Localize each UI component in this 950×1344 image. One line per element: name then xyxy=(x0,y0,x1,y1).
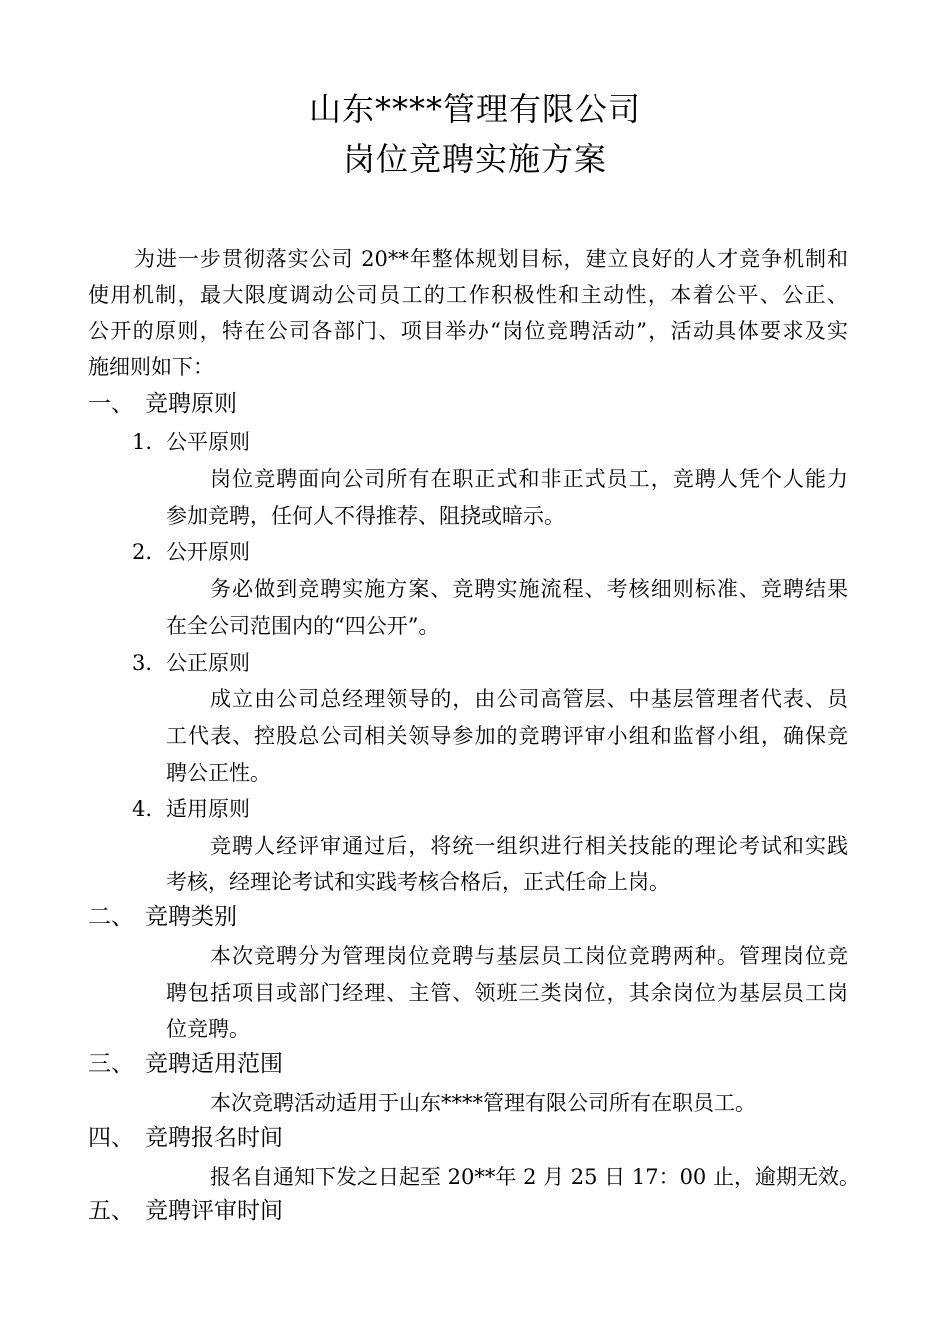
subsection-title: 公开原则 xyxy=(166,540,250,564)
subsection-heading xyxy=(132,534,250,570)
section-heading xyxy=(88,1193,283,1229)
paragraph-line: 报名自通知下发之日起至 20**年 2 月 25 日 17：00 止，逾期无效。 xyxy=(210,1165,860,1189)
paragraph-line: 聘包括项目或部门经理、主管、领班三类岗位，其余岗位为基层员工岗 xyxy=(166,981,848,1005)
document-title: 岗位竞聘实施方案 xyxy=(342,140,607,178)
section-number: 一、 xyxy=(88,391,134,417)
paragraph-line: 岗位竞聘面向公司所有在职正式和非正式员工，竞聘人凭个人能力 xyxy=(210,467,848,491)
paragraph-line: 位竞聘。 xyxy=(166,1017,250,1041)
intro-line: 使用机制，最大限度调动公司员工的工作积极性和主动性，本着公平、公正、 xyxy=(88,283,848,307)
section-heading xyxy=(88,1120,283,1156)
paragraph-line: 参加竞聘，任何人不得推荐、阻挠或暗示。 xyxy=(166,504,565,528)
paragraph-line: 聘公正性。 xyxy=(166,761,271,785)
subsection-title: 适用原则 xyxy=(166,797,250,821)
intro-line: 公开的原则，特在公司各部门、项目举办“岗位竞聘活动”，活动具体要求及实 xyxy=(88,319,848,343)
section-heading xyxy=(88,1046,283,1082)
section-title: 竞聘类别 xyxy=(145,904,237,930)
section-number: 四、 xyxy=(88,1125,134,1151)
paragraph-line: 考核，经理论考试和实践考核合格后，正式任命上岗。 xyxy=(166,870,670,894)
subsection-heading xyxy=(132,424,250,460)
subsection-heading xyxy=(132,791,250,827)
paragraph-line: 在全公司范围内的“四公开”。 xyxy=(166,614,440,638)
section-title: 竞聘报名时间 xyxy=(145,1125,283,1151)
intro-line: 施细则如下： xyxy=(88,355,214,379)
section-title: 竞聘原则 xyxy=(145,391,237,417)
subsection-title: 公正原则 xyxy=(166,651,250,675)
section-heading xyxy=(88,899,237,935)
paragraph-line: 务必做到竞聘实施方案、竞聘实施流程、考核细则标准、竞聘结果 xyxy=(210,577,848,601)
section-number: 二、 xyxy=(88,904,134,930)
section-title: 竞聘适用范围 xyxy=(145,1051,283,1077)
subsection-number: 3. xyxy=(132,651,153,675)
section-number: 五、 xyxy=(88,1198,134,1224)
paragraph-line: 成立由公司总经理领导的，由公司高管层、中基层管理者代表、员 xyxy=(210,687,848,711)
paragraph-line: 工代表、控股总公司相关领导参加的竞聘评审小组和监督小组，确保竞 xyxy=(166,724,848,748)
subsection-number: 2. xyxy=(132,540,153,564)
company-title: 山东****管理有限公司 xyxy=(308,90,641,128)
section-title: 竞聘评审时间 xyxy=(145,1198,283,1224)
paragraph-line: 本次竞聘分为管理岗位竞聘与基层员工岗位竞聘两种。管理岗位竞 xyxy=(210,944,848,968)
intro-line: 为进一步贯彻落实公司 20**年整体规划目标，建立良好的人才竞争机制和 xyxy=(134,247,848,271)
section-heading xyxy=(88,386,237,422)
paragraph-line: 本次竞聘活动适用于山东****管理有限公司所有在职员工。 xyxy=(210,1091,756,1115)
subsection-title: 公平原则 xyxy=(166,430,250,454)
subsection-heading xyxy=(132,645,250,681)
section-number: 三、 xyxy=(88,1051,134,1077)
paragraph-line: 竞聘人经评审通过后，将统一组织进行相关技能的理论考试和实践 xyxy=(210,834,848,858)
subsection-number: 1. xyxy=(132,430,153,454)
subsection-number: 4. xyxy=(132,797,153,821)
